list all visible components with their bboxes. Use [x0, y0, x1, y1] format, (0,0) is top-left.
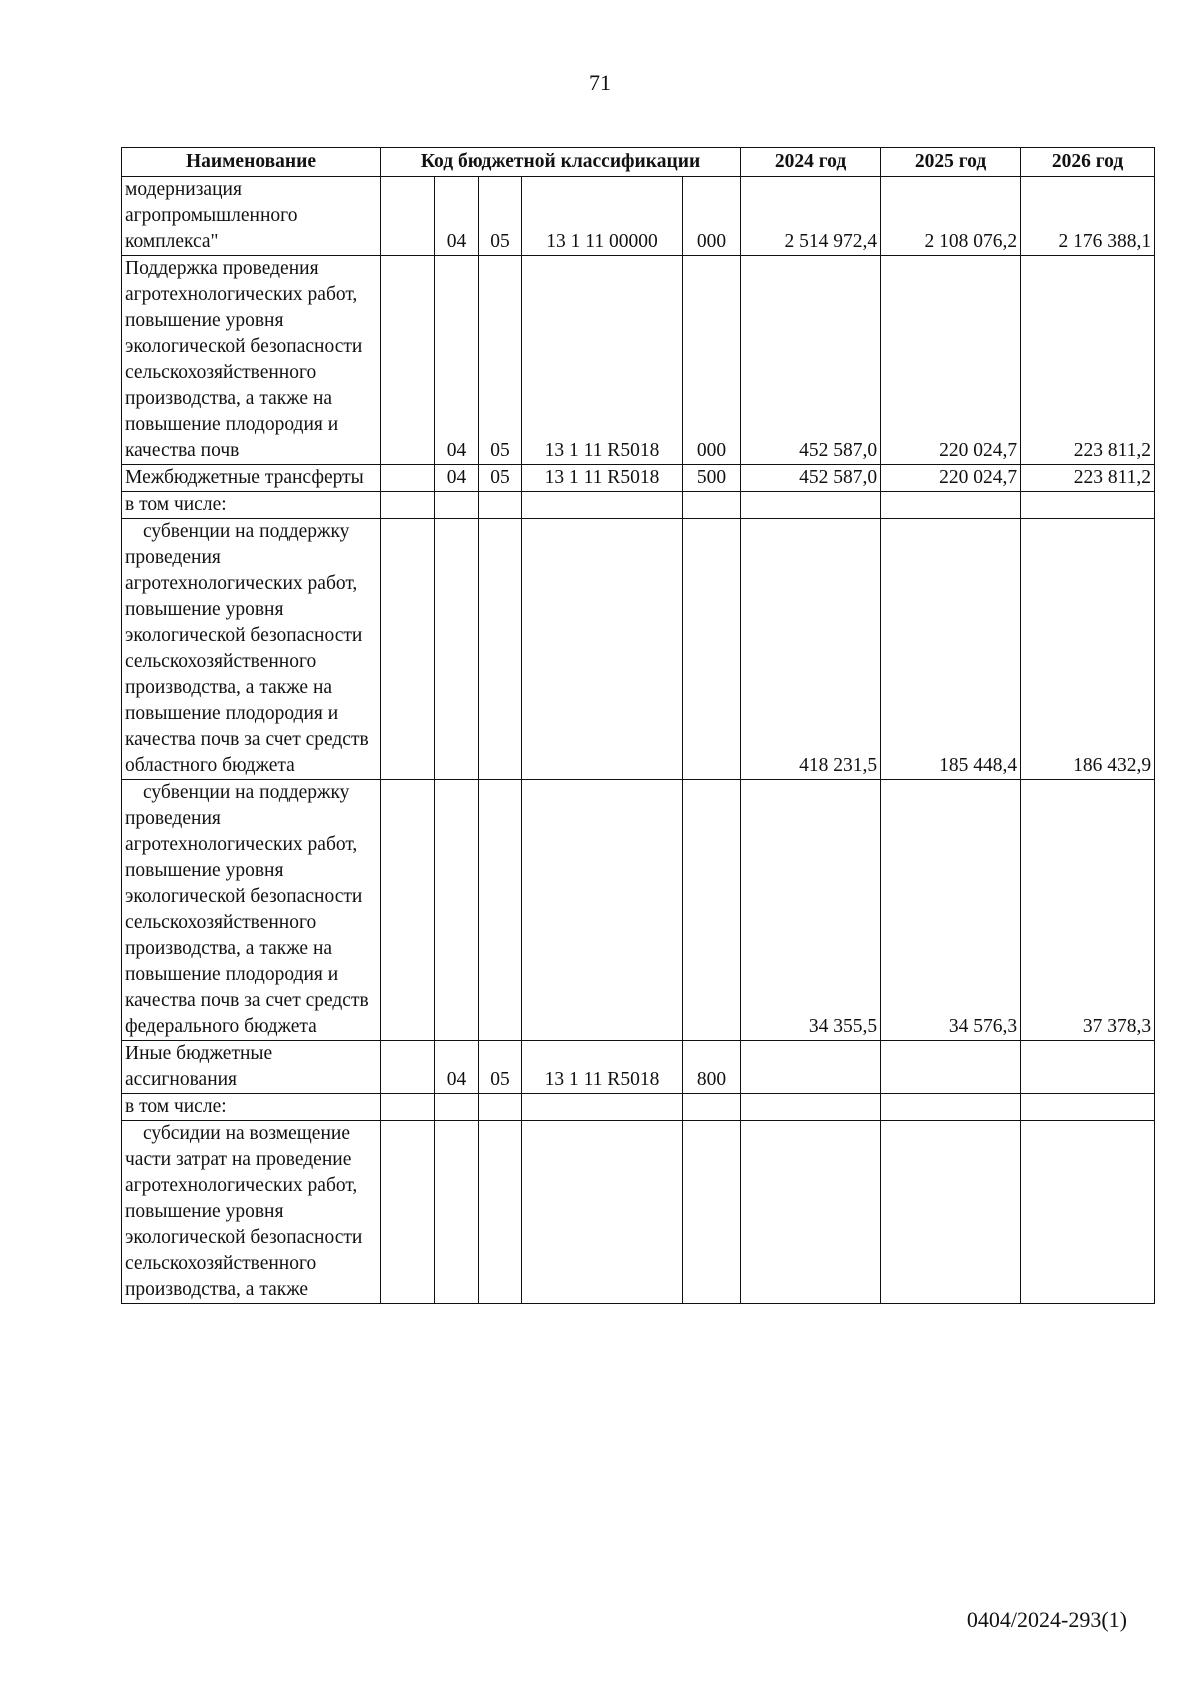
row-section	[435, 1094, 479, 1121]
row-2026: 2 176 388,1	[1021, 177, 1155, 256]
row-type	[683, 1121, 741, 1304]
row-2026: 186 432,9	[1021, 519, 1155, 780]
document-code: 0404/2024-293(1)	[966, 1607, 1127, 1632]
row-target: 13 1 11 R5018	[522, 1041, 683, 1094]
row-target	[522, 1121, 683, 1304]
row-subsection	[479, 1121, 522, 1304]
row-2025: 185 448,4	[881, 519, 1021, 780]
row-subsection	[479, 519, 522, 780]
row-2026: 223 811,2	[1021, 465, 1155, 492]
row-2024	[741, 492, 881, 519]
row-section	[435, 519, 479, 780]
row-2024: 34 355,5	[741, 780, 881, 1041]
row-type	[683, 780, 741, 1041]
row-ministry	[381, 492, 435, 519]
row-subsection	[479, 492, 522, 519]
header-code: Код бюджетной классификации	[381, 148, 741, 177]
row-type: 800	[683, 1041, 741, 1094]
page-number: 71	[589, 70, 611, 95]
row-2025: 2 108 076,2	[881, 177, 1021, 256]
row-ministry	[381, 177, 435, 256]
row-2026	[1021, 1094, 1155, 1121]
row-subsection: 05	[479, 177, 522, 256]
row-2026	[1021, 1041, 1155, 1094]
header-2026: 2026 год	[1021, 148, 1155, 177]
row-2025: 220 024,7	[881, 465, 1021, 492]
row-ministry	[381, 256, 435, 465]
row-2026: 223 811,2	[1021, 256, 1155, 465]
row-target	[522, 519, 683, 780]
row-subsection	[479, 780, 522, 1041]
row-2024: 418 231,5	[741, 519, 881, 780]
row-type	[683, 492, 741, 519]
row-target: 13 1 11 00000	[522, 177, 683, 256]
table-header-row	[122, 148, 1155, 177]
row-2024	[741, 1094, 881, 1121]
row-section: 04	[435, 177, 479, 256]
table-row	[122, 1121, 1155, 1304]
row-section: 04	[435, 256, 479, 465]
table-row	[122, 256, 1155, 465]
row-ministry	[381, 1121, 435, 1304]
header-2024: 2024 год	[741, 148, 881, 177]
row-ministry	[381, 1041, 435, 1094]
row-name: субвенции на поддержку проведения агротехнологических работ, повышение уровня экологической безопасности сельскохозяйственного производства, а также на повышение плодородия и качества почв за счет средств федерального бюджета	[122, 780, 381, 1041]
row-type	[683, 519, 741, 780]
row-2024	[741, 1041, 881, 1094]
table-row	[122, 1094, 1155, 1121]
row-2026	[1021, 492, 1155, 519]
row-subsection: 05	[479, 465, 522, 492]
row-subsection: 05	[479, 1041, 522, 1094]
row-target	[522, 780, 683, 1041]
row-type: 000	[683, 177, 741, 256]
row-target: 13 1 11 R5018	[522, 256, 683, 465]
row-2025	[881, 1121, 1021, 1304]
row-subsection: 05	[479, 256, 522, 465]
row-type	[683, 1094, 741, 1121]
row-name: субвенции на поддержку проведения агротехнологических работ, повышение уровня экологической безопасности сельскохозяйственного производства, а также на повышение плодородия и качества почв за счет средств областного бюджета	[122, 519, 381, 780]
row-ministry	[381, 1094, 435, 1121]
row-name: субсидии на возмещение части затрат на проведение агротехнологических работ, повышение уровня экологической безопасности сельскохозяйственного производства, а также	[122, 1121, 381, 1304]
row-name: модернизация агропромышленного комплекса"	[122, 177, 381, 256]
row-2025	[881, 1094, 1021, 1121]
row-target: 13 1 11 R5018	[522, 465, 683, 492]
row-name: Иные бюджетные ассигнования	[122, 1041, 381, 1094]
header-name: Наименование	[122, 148, 381, 177]
row-2025	[881, 492, 1021, 519]
row-ministry	[381, 465, 435, 492]
table-row	[122, 177, 1155, 256]
row-type: 000	[683, 256, 741, 465]
row-2024: 452 587,0	[741, 465, 881, 492]
row-section: 04	[435, 1041, 479, 1094]
row-type: 500	[683, 465, 741, 492]
row-section	[435, 1121, 479, 1304]
row-subsection	[479, 1094, 522, 1121]
row-2024: 2 514 972,4	[741, 177, 881, 256]
table-row	[122, 780, 1155, 1041]
row-section: 04	[435, 465, 479, 492]
row-target	[522, 1094, 683, 1121]
row-name: Межбюджетные трансферты	[122, 465, 381, 492]
row-name: Поддержка проведения агротехнологических работ, повышение уровня экологической безопасности сельскохозяйственного производства, а также на повышение плодородия и качества почв	[122, 256, 381, 465]
row-2024	[741, 1121, 881, 1304]
row-ministry	[381, 780, 435, 1041]
row-2025	[881, 1041, 1021, 1094]
row-2026	[1021, 1121, 1155, 1304]
row-2025: 220 024,7	[881, 256, 1021, 465]
table-row	[122, 465, 1155, 492]
row-section	[435, 780, 479, 1041]
row-2024: 452 587,0	[741, 256, 881, 465]
row-name: в том числе:	[122, 1094, 381, 1121]
row-ministry	[381, 519, 435, 780]
row-target	[522, 492, 683, 519]
table-row	[122, 492, 1155, 519]
row-2026: 37 378,3	[1021, 780, 1155, 1041]
row-name: в том числе:	[122, 492, 381, 519]
budget-table	[121, 147, 1155, 1304]
table-row	[122, 1041, 1155, 1094]
table-row	[122, 519, 1155, 780]
row-section	[435, 492, 479, 519]
row-2025: 34 576,3	[881, 780, 1021, 1041]
header-2025: 2025 год	[881, 148, 1021, 177]
